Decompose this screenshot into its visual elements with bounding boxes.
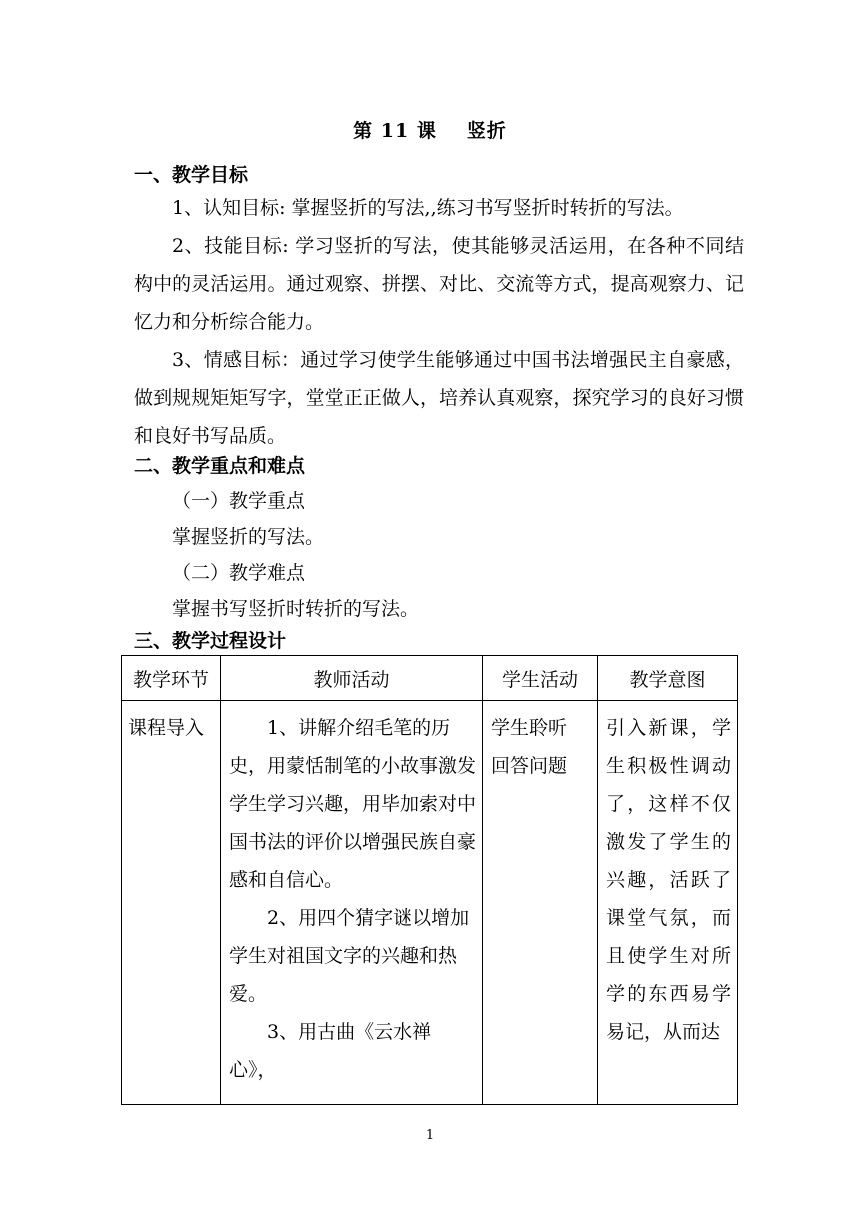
goal-skill: 2、技能目标: 学习竖折的写法，使其能够灵活运用，在各种不同结构中的灵活运用。通过观察、拼摆、对比、交流等方式，提高观察力、记忆力和分析综合能力。 — [134, 235, 744, 333]
key-point-label: （一）教学重点 — [172, 490, 306, 512]
header-intent: 教学意图 — [598, 656, 738, 701]
cell-teacher-activity — [221, 701, 483, 1105]
page-title — [0, 116, 860, 143]
teacher-step-3: 3、用古曲《云水禅心》， — [229, 1021, 432, 1081]
stage-text: 课程导入 — [128, 717, 205, 739]
difficulty-text: 掌握书写竖折时转折的写法。 — [172, 598, 420, 620]
teacher-step-1: 1、讲解介绍毛笔的历史，用蒙恬制笔的小故事激发学生学习兴趣，用毕加索对中国书法的评价以增强民族自豪感和自信心。 — [229, 717, 477, 891]
cell-intent — [598, 701, 738, 1105]
lesson-topic: 竖折 — [466, 120, 507, 142]
lesson-number: 第 11 课 — [353, 120, 437, 142]
goal-emotion: 3、情感目标：通过学习使学生能够通过中国书法增强民主自豪感，做到规规矩矩写字，堂堂正正做人，培养认真观察，探究学习的良好习惯和良好书写品质。 — [134, 349, 744, 447]
header-teacher-activity: 教师活动 — [221, 656, 483, 701]
student-line-1: 学生聆听 — [491, 717, 568, 739]
header-stage: 教学环节 — [122, 656, 221, 701]
section-heading-key-points: 二、教学重点和难点 — [134, 455, 306, 477]
process-table — [121, 655, 738, 1105]
section-heading-process: 三、教学过程设计 — [134, 630, 287, 652]
header-student-activity: 学生活动 — [483, 656, 598, 701]
teacher-step-2: 2、用四个猜字谜以增加学生对祖国文字的兴趣和热爱。 — [229, 907, 470, 1005]
goal-cognitive: 1、认知目标: 掌握竖折的写法,,练习书写竖折时转折的写法。 — [172, 197, 684, 219]
student-line-2: 回答问题 — [491, 755, 568, 777]
difficulty-label: （二）教学难点 — [172, 562, 306, 584]
table-header-row — [122, 656, 738, 701]
intent-text: 引入新课，学生积极性调动了，这样不仅激发了学生的兴趣，活跃了课堂气氛，而且使学生对所学的东西易学易记，从而达 — [606, 717, 731, 1043]
section-heading-goals: 一、教学目标 — [134, 164, 249, 186]
page-number: 1 — [425, 1128, 435, 1143]
table-row — [122, 701, 738, 1105]
key-point-text: 掌握竖折的写法。 — [172, 526, 325, 548]
cell-student-activity — [483, 701, 598, 1105]
cell-stage — [122, 701, 221, 1105]
